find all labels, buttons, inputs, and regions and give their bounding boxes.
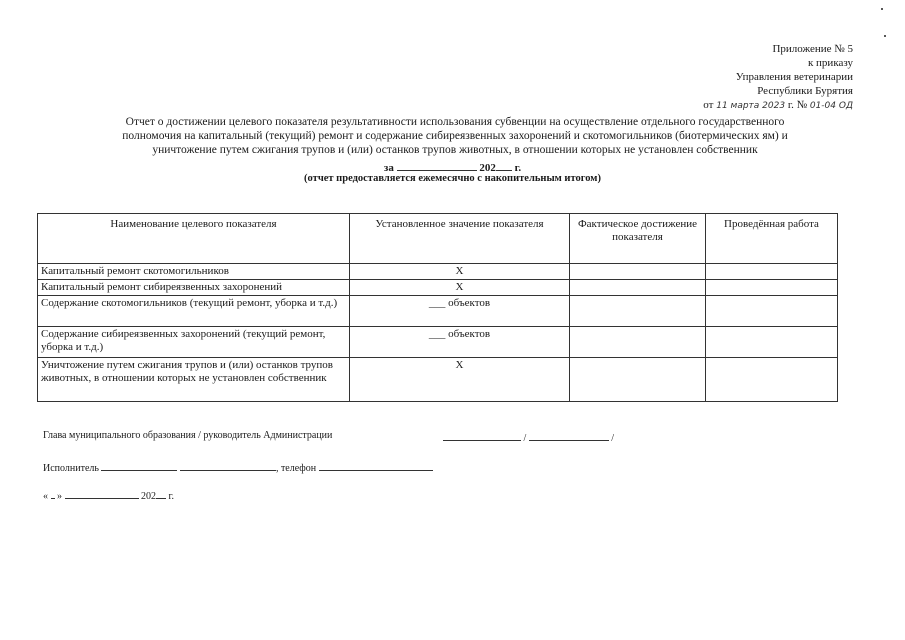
- period-year: 202: [479, 162, 496, 174]
- date-close-quote: »: [57, 491, 62, 502]
- report-title: [40, 115, 870, 157]
- header-set-value: Установленное значение показателя: [350, 214, 570, 264]
- appendix-line: Республики Бурятия: [757, 85, 853, 97]
- row-actual[interactable]: [570, 358, 706, 402]
- appendix-line: к приказу: [807, 57, 853, 69]
- appendix-line: Управления ветеринарии: [735, 71, 853, 83]
- table-row: [38, 280, 838, 296]
- handwritten-date: 11 марта 2023: [716, 101, 786, 111]
- row-value: X: [350, 358, 570, 402]
- title-line: уничтожение путем сжигания трупов и (или) останков трупов животных, в отношении которых не установлен собственник: [152, 144, 758, 156]
- appendix-line: Приложение № 5: [772, 43, 853, 55]
- row-value: X: [350, 264, 570, 280]
- period-blank[interactable]: [397, 160, 477, 171]
- name-blank[interactable]: [529, 430, 609, 441]
- date-line: [43, 488, 174, 502]
- table-row: [38, 327, 838, 358]
- date-suffix: г.: [168, 491, 174, 502]
- period-year-blank[interactable]: [496, 160, 512, 171]
- row-name: Содержание скотомогильников (текущий ремонт, уборка и т.д.): [38, 296, 350, 327]
- report-period: [0, 160, 905, 174]
- period-prefix: за: [383, 162, 394, 174]
- row-actual[interactable]: [570, 280, 706, 296]
- handwritten-number: 01-04 ОД: [809, 101, 853, 111]
- period-suffix: г.: [514, 162, 522, 174]
- row-name: Уничтожение путем сжигания трупов и (или) останков трупов животных, в отношении которых не установлен собственник: [38, 358, 350, 402]
- row-value: ___ объектов: [350, 296, 570, 327]
- head-label: Глава муниципального образования / руководитель Администрации: [43, 430, 333, 441]
- header-actual: Фактическое достижение показателя: [570, 214, 706, 264]
- row-name: Капитальный ремонт сибиреязвенных захоронений: [38, 280, 350, 296]
- row-work[interactable]: [706, 327, 838, 358]
- number-prefix: г. №: [787, 99, 808, 111]
- table-header-row: [38, 214, 838, 264]
- indicators-table: [37, 213, 838, 402]
- appendix-block: [703, 42, 853, 113]
- table-row: [38, 296, 838, 327]
- row-value: ___ объектов: [350, 327, 570, 358]
- head-signature-fields: [443, 430, 614, 444]
- year-blank[interactable]: [156, 488, 166, 499]
- row-value: X: [350, 280, 570, 296]
- row-work[interactable]: [706, 280, 838, 296]
- row-name: Содержание сибиреязвенных захоронений (текущий ремонт, уборка и т.д.): [38, 327, 350, 358]
- phone-blank[interactable]: [319, 460, 433, 471]
- row-work[interactable]: [706, 264, 838, 280]
- appendix-order-line: [703, 98, 853, 113]
- header-indicator-name: Наименование целевого показателя: [38, 214, 350, 264]
- slash: /: [611, 433, 615, 444]
- date-open-quote: «: [43, 491, 48, 502]
- title-line: полномочия на капитальный (текущий) ремонт и содержание сибиреязвенных захоронений и скотомогильников (биотермических ям) и: [122, 130, 788, 142]
- table-row: [38, 264, 838, 280]
- head-signature-line: [43, 430, 332, 441]
- phone-label: , телефон: [275, 463, 317, 474]
- executor-position-blank[interactable]: [101, 460, 177, 471]
- executor-name-blank[interactable]: [180, 460, 276, 471]
- date-year: 202: [141, 491, 156, 502]
- scan-dot: [884, 35, 886, 37]
- row-actual[interactable]: [570, 296, 706, 327]
- slash: /: [523, 433, 527, 444]
- period-note: (отчет предоставляется ежемесячно с накопительным итогом): [304, 173, 601, 184]
- header-work: Проведённая работа: [706, 214, 838, 264]
- month-blank[interactable]: [65, 488, 139, 499]
- row-work[interactable]: [706, 296, 838, 327]
- date-prefix: от: [703, 99, 714, 111]
- row-name: Капитальный ремонт скотомогильников: [38, 264, 350, 280]
- executor-label: Исполнитель: [43, 463, 99, 474]
- row-work[interactable]: [706, 358, 838, 402]
- executor-line: [43, 460, 433, 474]
- day-blank[interactable]: [51, 488, 55, 499]
- table-row: [38, 358, 838, 402]
- scan-dot: [881, 8, 883, 10]
- signature-blank[interactable]: [443, 430, 521, 441]
- row-actual[interactable]: [570, 327, 706, 358]
- row-actual[interactable]: [570, 264, 706, 280]
- title-line: Отчет о достижении целевого показателя результативности использования субвенции на осуществление отдельного государственного: [125, 116, 785, 128]
